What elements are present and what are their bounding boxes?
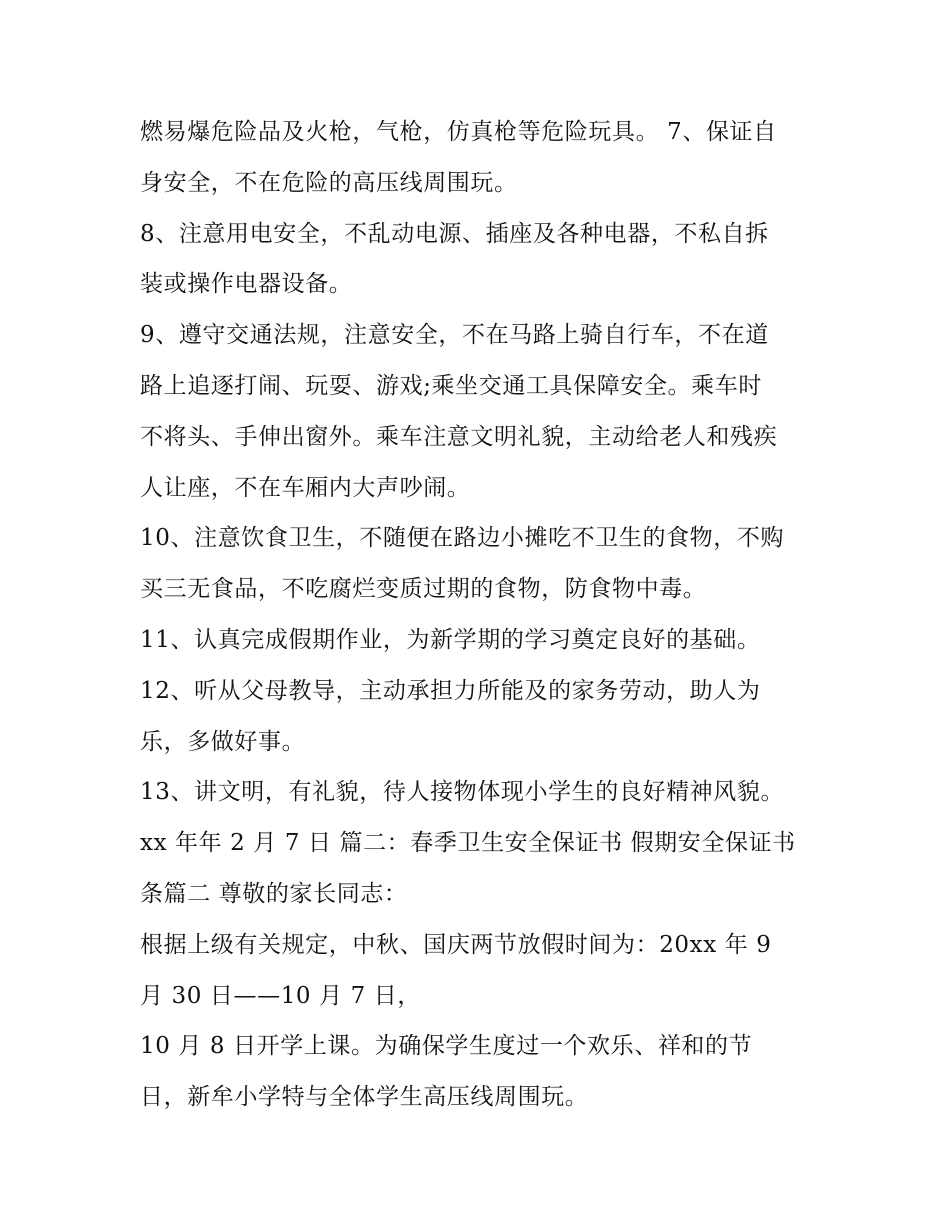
- text-line: 8、注意用电安全，不乱动电源、插座及各种电器，不私自拆: [140, 220, 769, 247]
- text-line: 身安全，不在危险的高压线周围玩。: [140, 169, 518, 196]
- text-line: 日，新牟小学特与全体学生高压线周围玩。: [140, 1084, 589, 1111]
- text-line: 条篇二 尊敬的家长同志：: [140, 880, 408, 907]
- text-line: 11、认真完成假期作业，为新学期的学习奠定良好的基础。: [140, 626, 761, 653]
- text-line: 月 30 日——10 月 7 日，: [140, 982, 421, 1009]
- text-line: 不将头、手伸出窗外。乘车注意文明礼貌，主动给老人和残疾: [140, 423, 778, 450]
- text-line: 人让座，不在车厢内大声吵闹。: [140, 474, 471, 501]
- text-line: 10 月 8 日开学上课。为确保学生度过一个欢乐、祥和的节: [140, 1033, 753, 1060]
- text-line: 10、注意饮食卫生，不随便在路边小摊吃不卫生的食物，不购: [140, 525, 785, 552]
- text-line: 13、讲文明，有礼貌，待人接物体现小学生的良好精神风貌。: [140, 779, 785, 806]
- document-body: [140, 107, 820, 1123]
- text-line: 燃易爆危险品及火枪，气枪，仿真枪等危险玩具。 7、保证自: [140, 119, 777, 145]
- text-line: 买三无食品，不吃腐烂变质过期的食物，防食物中毒。: [140, 576, 707, 603]
- text-line: xx 年年 2 月 7 日 篇二：春季卫生安全保证书 假期安全保证书: [140, 830, 796, 857]
- text-line: 9、遵守交通法规，注意安全，不在马路上骑自行车，不在道: [140, 322, 769, 349]
- text-line: 装或操作电器设备。: [140, 271, 353, 298]
- text-line: 12、听从父母教导，主动承担力所能及的家务劳动，助人为: [140, 677, 761, 704]
- text-line: 乐，多做好事。: [140, 728, 306, 755]
- text-line: 路上追逐打闹、玩耍、游戏;乘坐交通工具保障安全。乘车时: [140, 372, 762, 399]
- text-line: 根据上级有关规定，中秋、国庆两节放假时间为：20xx 年 9: [140, 931, 772, 958]
